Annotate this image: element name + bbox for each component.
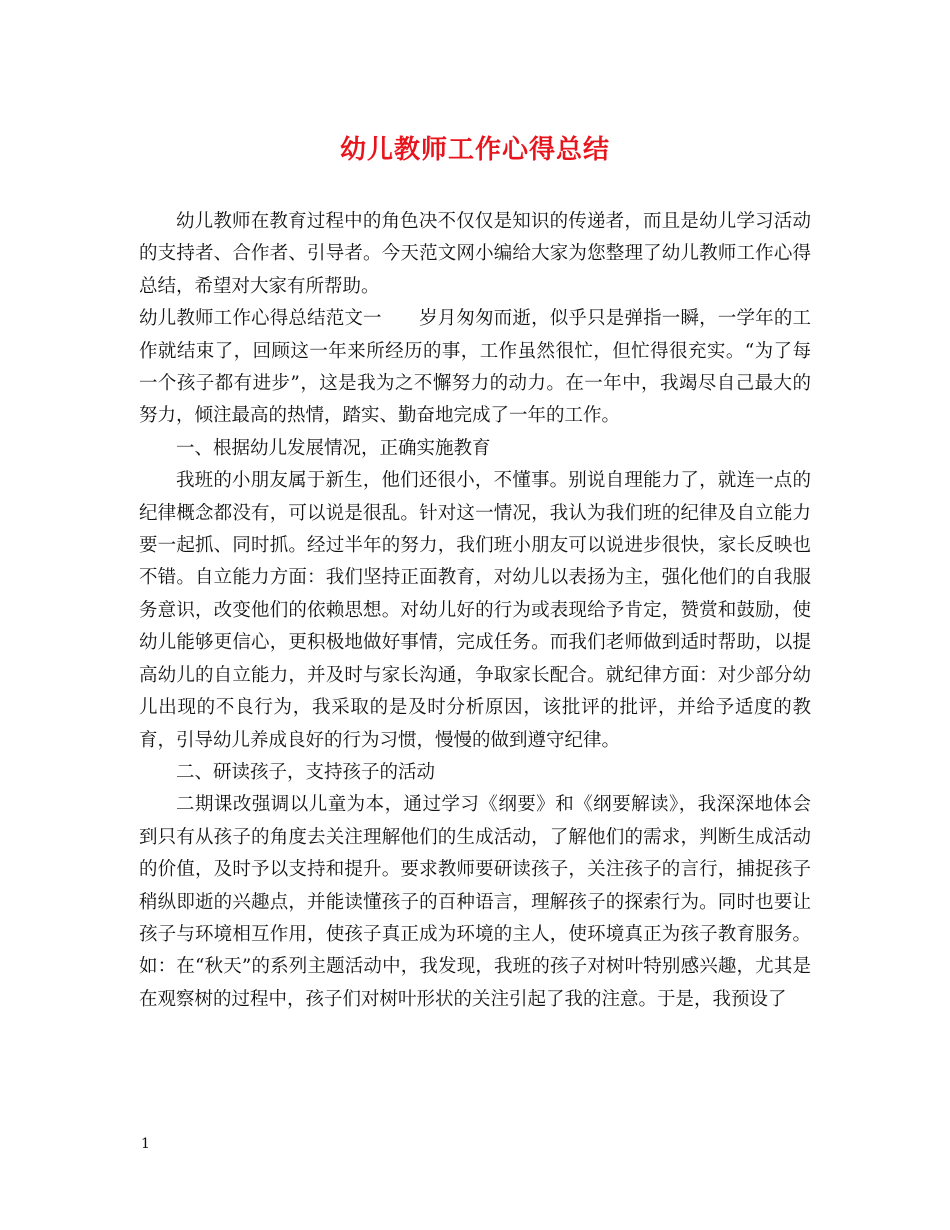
body-paragraph: 我班的小朋友属于新生，他们还很小，不懂事。别说自理能力了，就连一点的纪律概念都没有，可以说是很乱。针对这一情况，我认为我们班的纪律及自立能力要一起抓、同时抓。经过半年的努力，我们班小朋友可以说进步很快，家长反映也不错。自立能力方面：我们坚持正面教育，对幼儿以表扬为主，强化他们的自我服务意识，改变他们的依赖思想。对幼儿好的行为或表现给予肯定，赞赏和鼓励，使幼儿能够更信心，更积极地做好事情，完成任务。而我们老师做到适时帮助，以提高幼儿的自立能力，并及时与家长沟通，争取家长配合。就纪律方面：对少部分幼儿出现的不良行为，我采取的是及时分析原因，该批评的批评，并给予适度的教育，引导幼儿养成良好的行为习惯，慢慢的做到遵守纪律。: [139, 470, 811, 751]
document-title: 幼儿教师工作心得总结: [339, 135, 610, 165]
section-intro-paragraph: 幼儿教师工作心得总结范文一 岁月匆匆而逝，似乎只是弹指一瞬，一学年的工作就结束了，回顾这一年来所经历的事，工作虽然很忙，但忙得很充实。“为了每一个孩子都有进步”，这是我为之不懈努力的动力。在一年中，我竭尽自己最大的努力，倾注最高的热情，踏实、勤奋地完成了一年的工作。: [139, 308, 811, 427]
body-paragraph: 二期课改强调以儿童为本，通过学习《纲要》和《纲要解读》，我深深地体会到只有从孩子的角度去关注理解他们的生成活动，了解他们的需求，判断生成活动的价值，及时予以支持和提升。要求教师要研读孩子，关注孩子的言行，捕捉孩子稍纵即逝的兴趣点，并能读懂孩子的百种语言，理解孩子的探索行为。同时也要让孩子与环境相互作用，使孩子真正成为环境的主人，使环境真正为孩子教育服务。如：在“秋天”的系列主题活动中，我发现，我班的孩子对树叶特别感兴趣，尤其是在观察树的过程中，孩子们对树叶形状的关注引起了我的注意。于是，我预设了: [139, 794, 811, 1010]
document-body: [139, 206, 811, 1016]
page-number: 1: [141, 1136, 150, 1152]
intro-paragraph: 幼儿教师在教育过程中的角色决不仅仅是知识的传递者，而且是幼儿学习活动的支持者、合作者、引导者。今天范文网小编给大家为您整理了幼儿教师工作心得总结，希望对大家有所帮助。: [139, 211, 811, 297]
section-heading-2: 二、研读孩子，支持孩子的活动: [176, 761, 436, 783]
section-heading-1: 一、根据幼儿发展情况，正确实施教育: [176, 437, 491, 459]
